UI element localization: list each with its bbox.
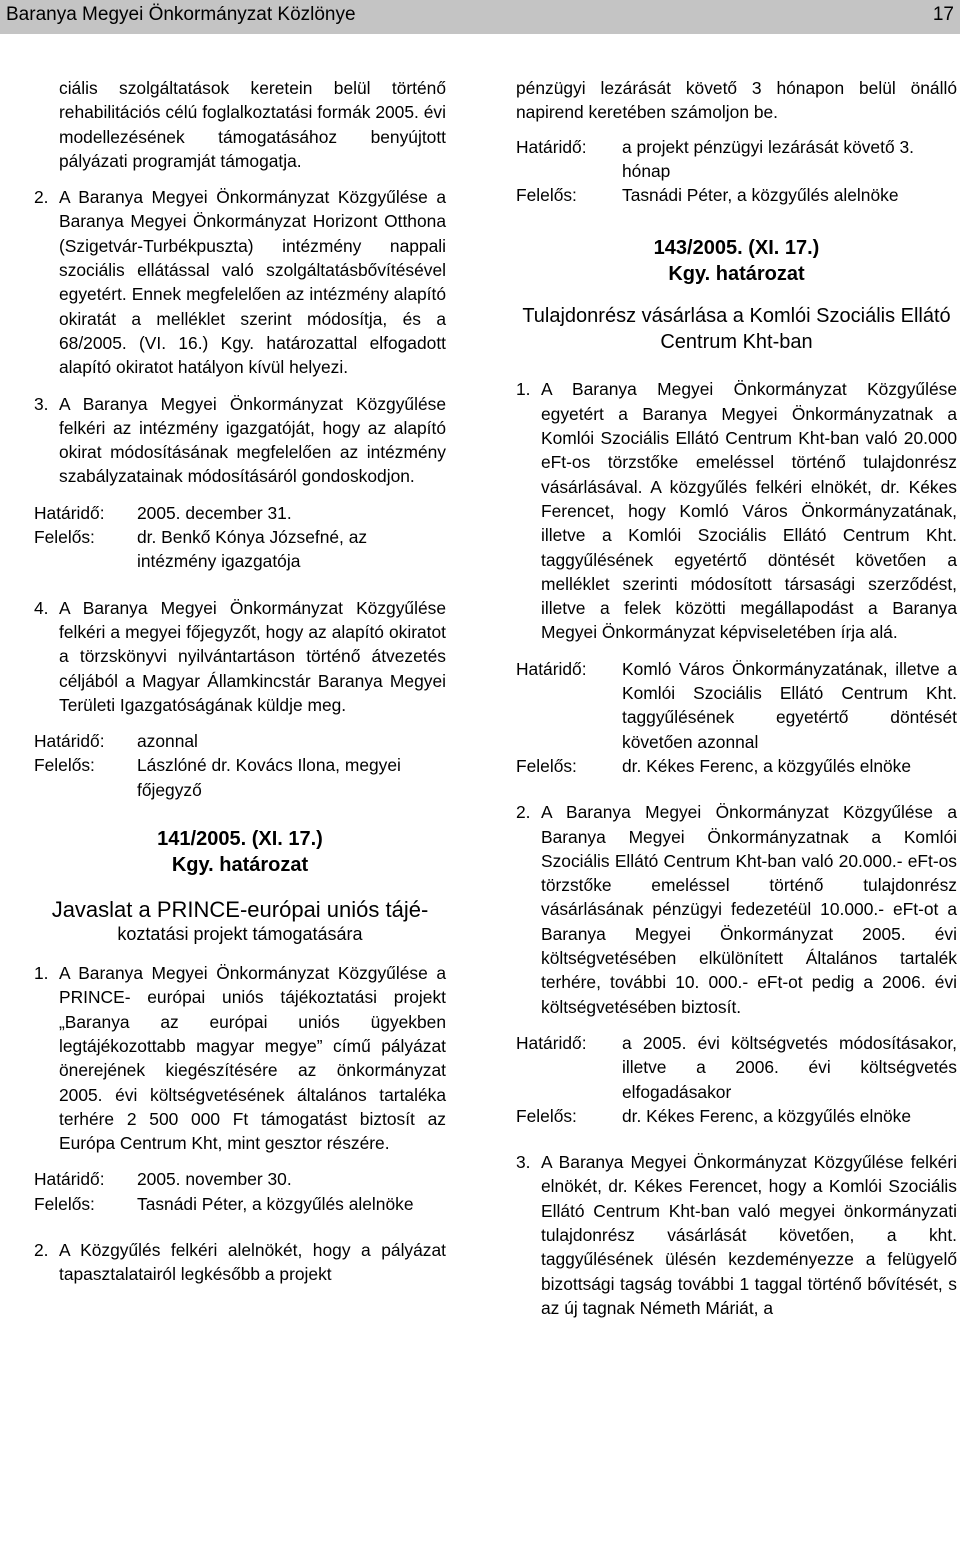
responsible-label: Felelős: bbox=[34, 527, 95, 548]
deadline-value: 2005. december 31. bbox=[137, 502, 292, 523]
list-item bbox=[34, 961, 446, 1155]
deadline-label: Határidő: bbox=[34, 731, 105, 752]
resolution-heading bbox=[516, 235, 957, 355]
continued-text: ciális szolgáltatások keretein belül történő rehabilitációs célú foglalkoztatási formák 2005. évi modellezésének támogatásához benyújtott pályázati programját támogatja. bbox=[59, 78, 446, 171]
resolution-title-line1: Javaslat a PRINCE-európai uniós tájé- bbox=[51, 897, 429, 923]
deadline-value: azonnal bbox=[137, 731, 198, 752]
list-item bbox=[34, 185, 446, 379]
deadline-block bbox=[34, 729, 446, 802]
resolution-kind: Kgy. határozat bbox=[171, 854, 309, 877]
list-item bbox=[34, 392, 446, 489]
page-number: 17 bbox=[932, 4, 954, 25]
item-number: 2. bbox=[516, 802, 531, 823]
deadline-label: Határidő: bbox=[516, 658, 587, 679]
item-number: 2. bbox=[34, 187, 49, 208]
responsible-value: Lászlóné dr. Kovács Ilona, megyei főjegyző bbox=[137, 755, 401, 800]
page-header bbox=[0, 0, 960, 34]
item-text: A Baranya Megyei Önkormányzat Közgyűlése a Baranya Megyei Önkormányzatnak a Komlói Szociális Ellátó Centrum Kht-ban való 20.000.- eFt-os törzstőke emeléssel történő tulajdonrész vásárlásának pénzügyi fedezetéül 10.000.- eFt-ot a Baranya Megyei Önkormányzat 2005. évi költségvetésében elkülönített Általános tartalék terhére, további 10. 000.- eFt-ot pedig a 2006. évi költségvetésében biztosít. bbox=[541, 802, 957, 1017]
item-number: 3. bbox=[516, 1152, 531, 1173]
deadline-block bbox=[516, 1031, 957, 1128]
responsible-value: dr. Kékes Ferenc, a közgyűlés elnöke bbox=[622, 755, 912, 776]
item-text: A Baranya Megyei Önkormányzat Közgyűlése felkéri elnökét, dr. Kékes Ferencet, hogy a Komlói Szociális Ellátó Centrum Kht-ban való megyei önkormányzati tulajdonrész vásárlását követően, a kht. taggyűlésének ülésén kezdeményezze a felügyelő bizottsági tagság további 1 taggal történő bővítését, s az új tagnak Németh Máriát, a bbox=[541, 1152, 957, 1318]
resolution-heading bbox=[34, 826, 446, 945]
right-column bbox=[516, 76, 957, 1332]
deadline-value: 2005. november 30. bbox=[137, 1169, 292, 1190]
item-text: A Közgyűlés felkéri alelnökét, hogy a pályázat tapasztalatairól legkésőbb a projekt bbox=[59, 1239, 446, 1285]
list-item bbox=[516, 800, 957, 1019]
resolution-title: Tulajdonrész vásárlása a Komlói Szociális Ellátó Centrum Kht-ban bbox=[522, 305, 951, 354]
responsible-value: dr. Kékes Ferenc, a közgyűlés elnöke bbox=[622, 1105, 912, 1126]
item-text: A Baranya Megyei Önkormányzat Közgyűlése a Baranya Megyei Önkormányzat Horizont Otthona (Szigetvár-Turbékpuszta) intézmény nappali szociális ellátással való szolgáltatásbővítésével egyetért. Ennek megfelelően az intézmény alapító okiratát a melléklet szerint módosítja, és a 68/2005. (VI. 16.) Kgy. határozattal elfogadott alapító okiratot hatályon kívül helyezi. bbox=[59, 187, 446, 378]
deadline-value: a 2005. évi költségvetés módosításakor, illetve a 2006. évi költségvetés elfogadásakor bbox=[622, 1032, 957, 1102]
continued-item bbox=[34, 76, 446, 173]
deadline-label: Határidő: bbox=[516, 136, 587, 157]
responsible-label: Felelős: bbox=[516, 185, 577, 206]
resolution-number: 141/2005. (XI. 17.) bbox=[157, 828, 323, 851]
deadline-block bbox=[34, 1167, 446, 1216]
list-item bbox=[34, 1238, 446, 1287]
deadline-value: Komló Város Önkormányzatának, illetve a Komlói Szociális Ellátó Centrum Kht. taggyűlésének egyetértő döntését követően azonnal bbox=[622, 658, 957, 752]
item-number: 2. bbox=[34, 1239, 49, 1260]
item-text: A Baranya Megyei Önkormányzat Közgyűlése felkéri a megyei főjegyzőt, hogy az alapító okiratot a törzskönyvi nyilvántartáson történő átvezetés céljából a Magyar Államkincstár Baranya Megyei Területi Igazgatóságának küldje meg. bbox=[59, 597, 446, 715]
resolution-kind: Kgy. határozat bbox=[668, 263, 805, 286]
deadline-label: Határidő: bbox=[516, 1032, 587, 1053]
item-number: 3. bbox=[34, 393, 49, 414]
continued-text: pénzügyi lezárását követő 3 hónapon belül önálló napirend keretében számoljon be. bbox=[516, 78, 957, 123]
list-item bbox=[516, 1150, 957, 1320]
item-number: 1. bbox=[34, 963, 49, 984]
responsible-label: Felelős: bbox=[34, 1193, 95, 1214]
item-number: 4. bbox=[34, 597, 49, 618]
responsible-label: Felelős: bbox=[516, 1105, 577, 1126]
resolution-title-line2: koztatási projekt támogatására bbox=[117, 924, 363, 945]
list-item bbox=[516, 377, 957, 644]
list-item bbox=[34, 596, 446, 717]
deadline-block bbox=[516, 657, 957, 778]
deadline-block bbox=[516, 135, 957, 208]
responsible-value: Tasnádi Péter, a közgyűlés alelnöke bbox=[137, 1193, 414, 1214]
item-number: 1. bbox=[516, 379, 531, 400]
resolution-number: 143/2005. (XI. 17.) bbox=[653, 237, 820, 260]
publication-title: Baranya Megyei Önkormányzat Közlönye bbox=[6, 4, 356, 25]
deadline-value: a projekt pénzügyi lezárását követő 3. hónap bbox=[622, 136, 914, 181]
deadline-block bbox=[34, 501, 446, 574]
item-text: A Baranya Megyei Önkormányzat Közgyűlése felkéri az intézmény igazgatóját, hogy az alapító okirat módosításának megfelelően az intézmény szabályzatainak módosításáról gondoskodjon. bbox=[59, 393, 446, 487]
deadline-label: Határidő: bbox=[34, 502, 105, 523]
responsible-label: Felelős: bbox=[516, 755, 577, 776]
left-column bbox=[34, 76, 446, 1299]
item-text: A Baranya Megyei Önkormányzat Közgyűlése a PRINCE- európai uniós tájékoztatási projekt „Baranya az európai uniós ügyekben legtájékozottabb magyar megye” című pályázat önerejének kiegészítésére az önkormányzat 2005. évi költségvetésének általános tartaléka terhére 2 500 000 Ft támogatást biztosít az Európa Centrum Kht, mint gesztor részére. bbox=[59, 963, 446, 1154]
deadline-label: Határidő: bbox=[34, 1169, 105, 1190]
responsible-value: Tasnádi Péter, a közgyűlés alelnöke bbox=[622, 185, 899, 206]
responsible-label: Felelős: bbox=[34, 755, 95, 776]
item-text: A Baranya Megyei Önkormányzat Közgyűlése egyetért a Baranya Megyei Önkormányzatnak a Komlói Szociális Ellátó Centrum Kht-ban való 20.000 eFt-os törzstőke emeléssel történő tulajdonrész vásárlásával. A közgyűlés felkéri elnökét, dr. Kékes Ferencet, hogy Komló Város Önkormányzatának, illetve a Komlói Szociális Ellátó Centrum Kht. taggyűlésének egyetértő döntését követően a melléklet szerinti módosított társasági szerződést, illetve a felek közötti megállapodást a Baranya Megyei Önkormányzat képviseletében írja alá. bbox=[541, 379, 957, 643]
responsible-value: dr. Benkő Kónya Józsefné, az intézmény igazgatója bbox=[137, 527, 368, 572]
